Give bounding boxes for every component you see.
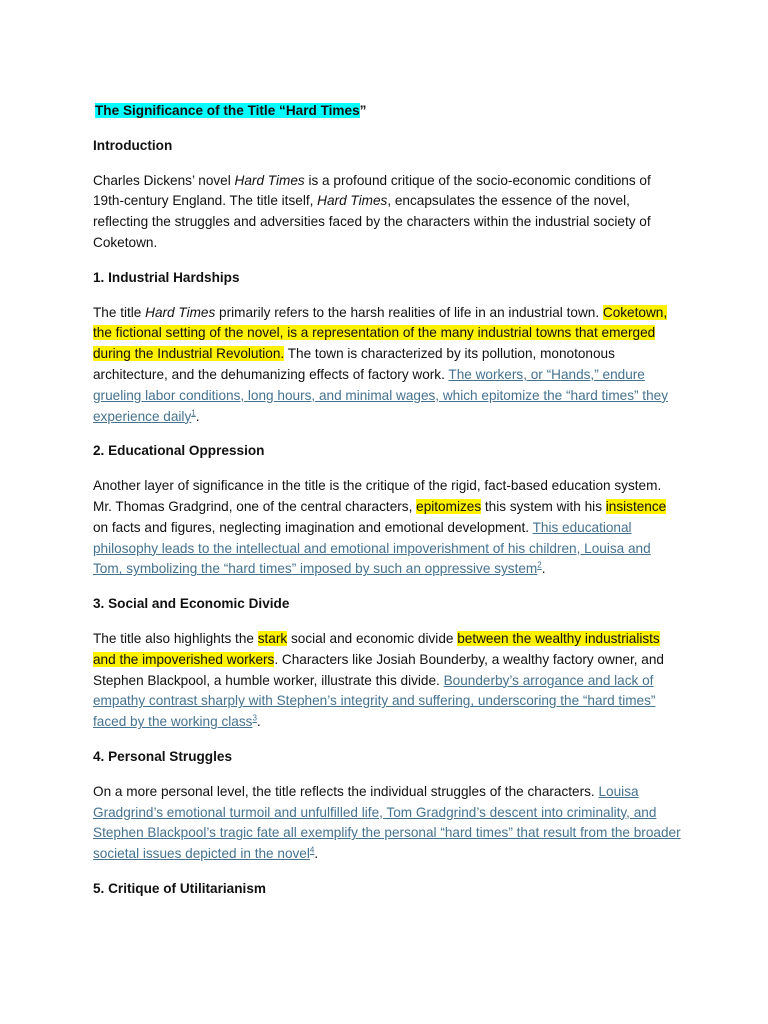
document-body bbox=[93, 101, 683, 914]
text-run: this system with his bbox=[481, 498, 606, 514]
footnote-ref-1[interactable]: 1 bbox=[191, 408, 196, 418]
text-run: . bbox=[256, 714, 261, 730]
citation-link[interactable]: Louisa Gradgrind’s emotional turmoil and unfulfilled life, Tom Gradgrind’s descent into criminality, and Stephen Blackpool’s tragic fate all exemplify the personal “hard times” that result from the broader societal issues depicted in the novel bbox=[93, 783, 681, 862]
text-run: . bbox=[314, 846, 319, 862]
text-run: The title also highlights the bbox=[93, 630, 258, 646]
citation-link[interactable]: This educational philosophy leads to the intellectual and emotional impoverishment of his children, Louisa and Tom, symbolizing the “hard times” imposed by such an oppressive system bbox=[93, 519, 651, 577]
section-heading-utilitarianism: 5. Critique of Utilitarianism bbox=[93, 880, 266, 896]
italic-title: Hard Times bbox=[317, 193, 388, 209]
document-title bbox=[95, 101, 683, 122]
text-run: . bbox=[195, 408, 200, 424]
citation-link[interactable]: Bounderby’s arrogance and lack of empathy contrast sharply with Stephen’s integrity and suffering, underscoring the “hard times” faced by the working class bbox=[93, 672, 656, 730]
text-run: . bbox=[541, 561, 546, 577]
industrial-hardships-paragraph bbox=[93, 303, 683, 428]
text-run: Charles Dickens’ novel bbox=[93, 172, 235, 188]
citation-link[interactable]: The workers, or “Hands,” endure grueling labor conditions, long hours, and minimal wages, which epitomize the “hard times” they experience daily bbox=[93, 366, 669, 424]
footnote-ref-2[interactable]: 2 bbox=[537, 560, 542, 570]
highlighted-text: epitomizes bbox=[416, 498, 482, 514]
text-run: The title bbox=[93, 304, 146, 320]
footnote-ref-3[interactable]: 3 bbox=[252, 713, 257, 723]
title-close-quote: ” bbox=[359, 103, 367, 118]
section-heading-personal-struggles: 4. Personal Struggles bbox=[93, 748, 233, 764]
section-heading-introduction: Introduction bbox=[93, 137, 173, 153]
introduction-paragraph bbox=[93, 171, 683, 254]
text-run: social and economic divide bbox=[287, 630, 458, 646]
section-heading-social-divide: 3. Social and Economic Divide bbox=[93, 596, 290, 612]
section-heading-industrial-hardships: 1. Industrial Hardships bbox=[93, 269, 240, 285]
footnote-ref-4[interactable]: 4 bbox=[309, 845, 315, 855]
personal-struggles-paragraph bbox=[93, 782, 683, 865]
social-divide-paragraph bbox=[93, 629, 683, 733]
text-run: on facts and figures, neglecting imagination and emotional development. bbox=[93, 519, 533, 535]
italic-title: Hard Times bbox=[234, 172, 305, 188]
highlighted-text: Coketown, the fictional setting of the novel, is a representation of the many industrial towns that emerged during the Industrial Revolution. bbox=[93, 304, 668, 362]
educational-oppression-paragraph bbox=[93, 476, 683, 580]
title-highlight: The Significance of the Title “Hard Times bbox=[95, 103, 360, 118]
text-run: The town is characterized by its pollution, monotonous architecture, and the dehumanizing effects of factory work. bbox=[93, 346, 615, 382]
text-run: is a profound critique of the socio-economic conditions of 19th-century England. The title itself, bbox=[93, 172, 651, 209]
text-run: . Characters like Josiah Bounderby, a wealthy factory owner, and Stephen Blackpool, a humble worker, illustrate this divide. bbox=[93, 651, 664, 688]
section-heading-educational-oppression: 2. Educational Oppression bbox=[93, 443, 265, 459]
text-run: Another layer of significance in the title is the critique of the rigid, fact-based education system. Mr. Thomas Gradgrind, one of the central characters, bbox=[93, 478, 662, 514]
text-run: primarily refers to the harsh realities of life in an industrial town. bbox=[215, 304, 603, 320]
highlighted-text: stark bbox=[257, 630, 288, 646]
highlighted-text: insistence bbox=[605, 498, 667, 514]
text-run: On a more personal level, the title reflects the individual struggles of the characters. bbox=[93, 783, 599, 799]
highlighted-text: between the wealthy industrialists and the impoverished workers bbox=[93, 630, 660, 667]
italic-title: Hard Times bbox=[145, 304, 216, 320]
text-run: , encapsulates the essence of the novel, reflecting the struggles and adversities faced by the characters within the industrial society of Coketown. bbox=[93, 193, 651, 250]
